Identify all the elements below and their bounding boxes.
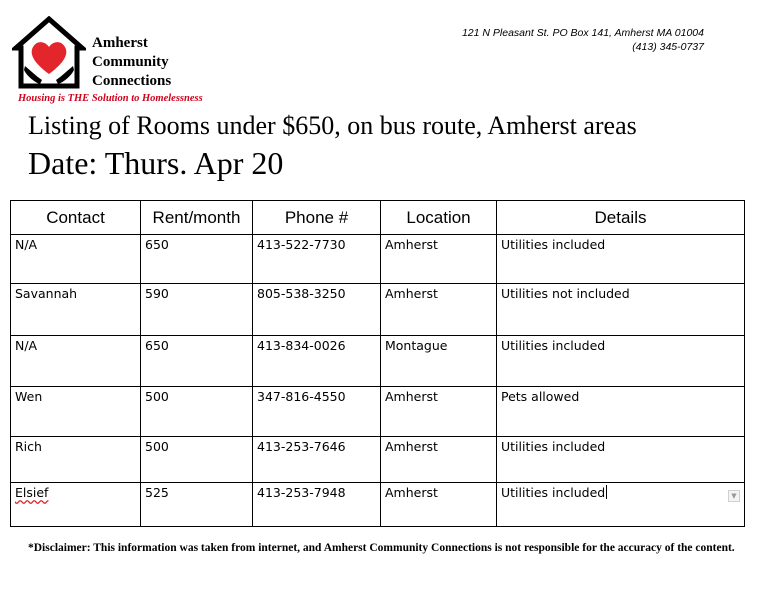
- cell-location[interactable]: Amherst: [381, 235, 497, 284]
- cell-rent[interactable]: 500: [141, 437, 253, 483]
- cell-details[interactable]: Utilities not included: [497, 284, 745, 336]
- disclaimer: *Disclaimer: This information was taken from internet, and Amherst Community Connections is not responsible for the accuracy of the content.: [28, 542, 735, 554]
- cell-details[interactable]: Utilities included: [497, 437, 745, 483]
- contact-name-text: Elsief: [15, 485, 49, 500]
- cell-details[interactable]: Utilities included: [497, 336, 745, 387]
- phone-number: (413) 345-0737: [632, 41, 704, 53]
- column-header-rent: Rent/month: [141, 201, 253, 235]
- text-cursor: [606, 485, 607, 499]
- cell-phone[interactable]: 413-253-7646: [253, 437, 381, 483]
- contact-address: [462, 26, 704, 54]
- cell-contact[interactable]: Savannah: [11, 284, 141, 336]
- organization-name: Amherst Community Connections: [92, 35, 172, 89]
- cell-contact[interactable]: [11, 483, 141, 527]
- cell-contact[interactable]: N/A: [11, 235, 141, 284]
- cell-rent[interactable]: 650: [141, 235, 253, 284]
- column-header-location: Location: [381, 201, 497, 235]
- cell-location[interactable]: Montague: [381, 336, 497, 387]
- street-address: 121 N Pleasant St. PO Box 141, Amherst MA 01004: [461, 27, 704, 39]
- cell-location[interactable]: Amherst: [381, 437, 497, 483]
- table-row: [11, 483, 745, 527]
- details-text: Utilities included: [501, 485, 606, 500]
- cell-details[interactable]: Pets allowed: [497, 387, 745, 437]
- document-title: Listing of Rooms under $650, on bus route, Amherst areas: [28, 111, 637, 140]
- cell-phone[interactable]: 413-253-7948: [253, 483, 381, 527]
- organization-logo: [12, 16, 222, 108]
- chevron-down-icon[interactable]: ▼: [728, 490, 740, 502]
- table-row: [11, 284, 745, 336]
- cell-details[interactable]: Utilities included: [497, 235, 745, 284]
- cell-contact[interactable]: Rich: [11, 437, 141, 483]
- cell-rent[interactable]: 650: [141, 336, 253, 387]
- cell-rent[interactable]: 590: [141, 284, 253, 336]
- table-header-row: [11, 201, 745, 235]
- cell-contact[interactable]: Wen: [11, 387, 141, 437]
- cell-location[interactable]: Amherst: [381, 387, 497, 437]
- column-header-contact: Contact: [11, 201, 141, 235]
- column-header-phone: Phone #: [253, 201, 381, 235]
- table-row: [11, 387, 745, 437]
- table-row: [11, 437, 745, 483]
- cell-phone[interactable]: 413-522-7730: [253, 235, 381, 284]
- cell-location[interactable]: Amherst: [381, 483, 497, 527]
- room-listing-table: [10, 200, 745, 527]
- cell-contact[interactable]: N/A: [11, 336, 141, 387]
- tagline: Housing is THE Solution to Homelessness: [18, 93, 203, 104]
- cell-rent[interactable]: 525: [141, 483, 253, 527]
- listing-date: Date: Thurs. Apr 20: [28, 145, 284, 181]
- table-row: [11, 336, 745, 387]
- house-heart-hands-icon: [12, 16, 86, 90]
- cell-location[interactable]: Amherst: [381, 284, 497, 336]
- table-row: [11, 235, 745, 284]
- cell-rent[interactable]: 500: [141, 387, 253, 437]
- cell-phone[interactable]: 413-834-0026: [253, 336, 381, 387]
- cell-phone[interactable]: 347-816-4550: [253, 387, 381, 437]
- cell-details[interactable]: [497, 483, 745, 527]
- cell-phone[interactable]: 805-538-3250: [253, 284, 381, 336]
- column-header-details: Details: [497, 201, 745, 235]
